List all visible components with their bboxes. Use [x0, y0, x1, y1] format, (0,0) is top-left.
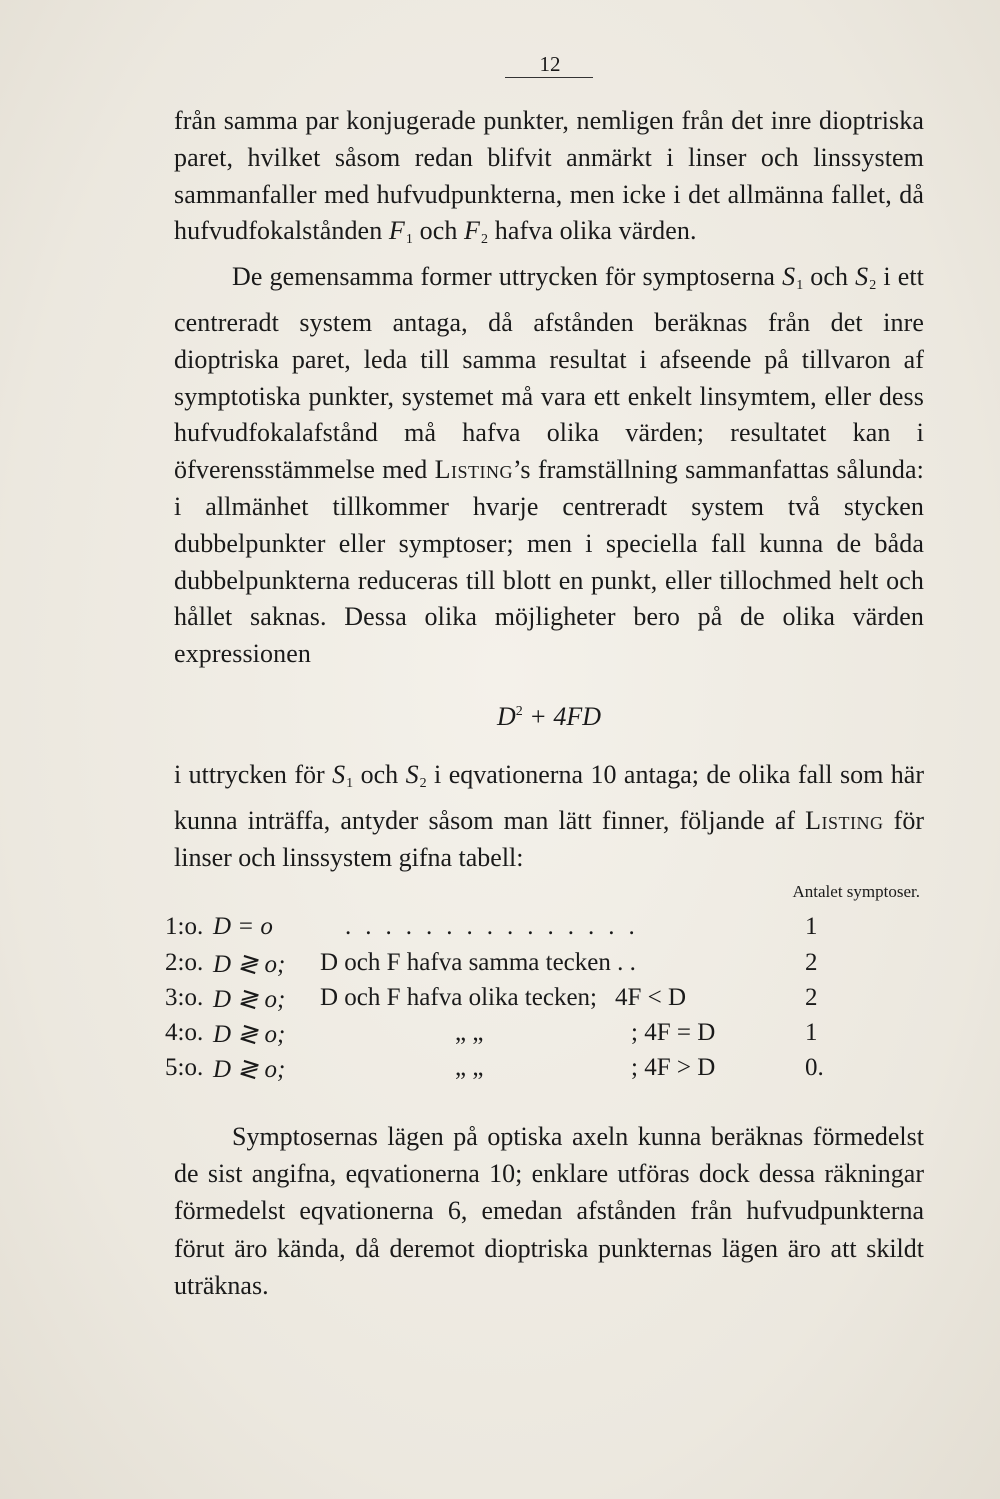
- row-condition: D ≷ o;: [213, 1056, 286, 1083]
- paragraph-3-text-a: i uttrycken för: [174, 760, 333, 789]
- row-condition: D ≷ o;: [213, 951, 286, 978]
- symbol-f2: F: [464, 216, 481, 246]
- author-name-listing: Listing: [805, 805, 884, 835]
- subscript-1: 1: [346, 776, 354, 791]
- row-number: 5:o.: [165, 1054, 204, 1081]
- expression-superscript: 2: [515, 704, 523, 719]
- paragraph-2-text-a: De gemensamma former uttrycken för symptoserna: [232, 262, 783, 292]
- paragraph-2: [174, 259, 924, 673]
- subscript-2: 2: [869, 278, 877, 294]
- expression-d: D: [497, 702, 516, 731]
- table-row: [165, 949, 845, 983]
- row-count: 1: [805, 1019, 818, 1046]
- author-name-listing: Listing: [434, 455, 514, 485]
- paragraph-4-block: [174, 1118, 924, 1304]
- row-text: D och F hafva olika tecken;: [320, 984, 597, 1011]
- row-condition: D ≷ o;: [213, 1021, 286, 1048]
- symbol-s1: S: [332, 760, 346, 789]
- row-number: 4:o.: [165, 1019, 204, 1046]
- paragraph-3: [174, 757, 924, 876]
- table-header-count: Antalet symptoser.: [792, 882, 920, 901]
- conjunction: och: [803, 262, 856, 292]
- row-number: 2:o.: [165, 949, 204, 976]
- conjunction: och: [413, 216, 465, 246]
- row-count: 2: [805, 949, 818, 976]
- symbol-s2: S: [405, 760, 419, 789]
- page-number-rule: [505, 77, 593, 78]
- row-relation: 4F < D: [615, 984, 687, 1011]
- row-relation: ; 4F > D: [631, 1054, 716, 1081]
- expression-display: [174, 702, 924, 732]
- paragraph-1-text-a: från samma par konjugerade punkter, nemligen från det inre dioptriska paret, hvilket såsom redan blifvit anmärkt i linser och linssystem sammanfaller med hufvudpunkterna, men icke i det allmänna fallet, då hufvudfokalstånden: [174, 106, 924, 246]
- paragraph-3-block: [174, 757, 924, 876]
- row-ditto: „ „: [455, 1054, 484, 1081]
- page-number: 12: [539, 52, 561, 76]
- subscript-1: 1: [405, 232, 413, 248]
- symbol-s1: S: [782, 262, 796, 292]
- symbol-f1: F: [388, 216, 405, 246]
- row-count: 0.: [805, 1054, 824, 1081]
- symbol-s2: S: [855, 262, 869, 292]
- row-number: 1:o.: [165, 913, 204, 940]
- expression-rest: + 4FD: [522, 702, 601, 731]
- row-count: 1: [805, 913, 818, 940]
- row-condition: D ≷ o;: [213, 986, 286, 1013]
- paragraph-1: [174, 103, 924, 259]
- paragraph-2-text-b: i ett centreradt system antaga, då afstånden beräknas från det inre dioptriska paret, leda till samma resultat i afseende på tillvaron af symptotiska punkter, systemet må vara ett enkelt linsymtem, eller dess hufvudfokalafstånd må hafva olika värden; resultatet kan i öfverensstämmelse med: [174, 262, 924, 485]
- conjunction: och: [353, 760, 406, 789]
- paragraph-4: Symptosernas lägen på optiska axeln kunna beräknas förmedelst de sist angifna, eqvationerna 10; enklare utföras dock dessa räkningar förmedelst eqvationerna 6, emedan afstånden från hufvudpunkterna förut äro kända, då deremot dioptriska punkternas lägen äro att skildt uträknas.: [174, 1122, 924, 1300]
- paragraph-3-text-b: i eqvationerna 10 antaga; de olika fall som här kunna inträffa, antyder såsom man lätt finner, följande af: [174, 760, 924, 835]
- table-row: [165, 984, 845, 1018]
- row-text: D och F hafva samma tecken . .: [320, 949, 636, 976]
- subscript-2: 2: [481, 232, 489, 248]
- row-condition: D = o: [213, 913, 273, 940]
- row-ditto: „ „: [455, 1019, 484, 1046]
- table-row: [165, 1019, 845, 1053]
- table-row: [165, 1054, 845, 1088]
- paragraph-3-text-c: för linser och linssystem gifna tabell:: [174, 805, 924, 872]
- subscript-2: 2: [419, 776, 427, 791]
- paragraph-2-text-c: ’s framställning sammanfattas sålunda: i allmänhet tillkommer hvarje centreradt system två stycken dubbelpunkter eller symptoser; men i speciella fall kunna de båda dubbelpunkterna reduceras till blott en punkt, eller tillochmed helt och hållet saknas. Dessa olika möjligheter bero på de olika värden expressionen: [174, 455, 924, 669]
- leader-dots: ...............: [345, 913, 649, 940]
- main-text-block: [174, 103, 924, 673]
- subscript-1: 1: [796, 278, 804, 294]
- row-relation: ; 4F = D: [631, 1019, 716, 1046]
- row-count: 2: [805, 984, 818, 1011]
- row-number: 3:o.: [165, 984, 204, 1011]
- paragraph-1-text-b: hafva olika värden.: [488, 216, 697, 246]
- table-row: [165, 913, 845, 947]
